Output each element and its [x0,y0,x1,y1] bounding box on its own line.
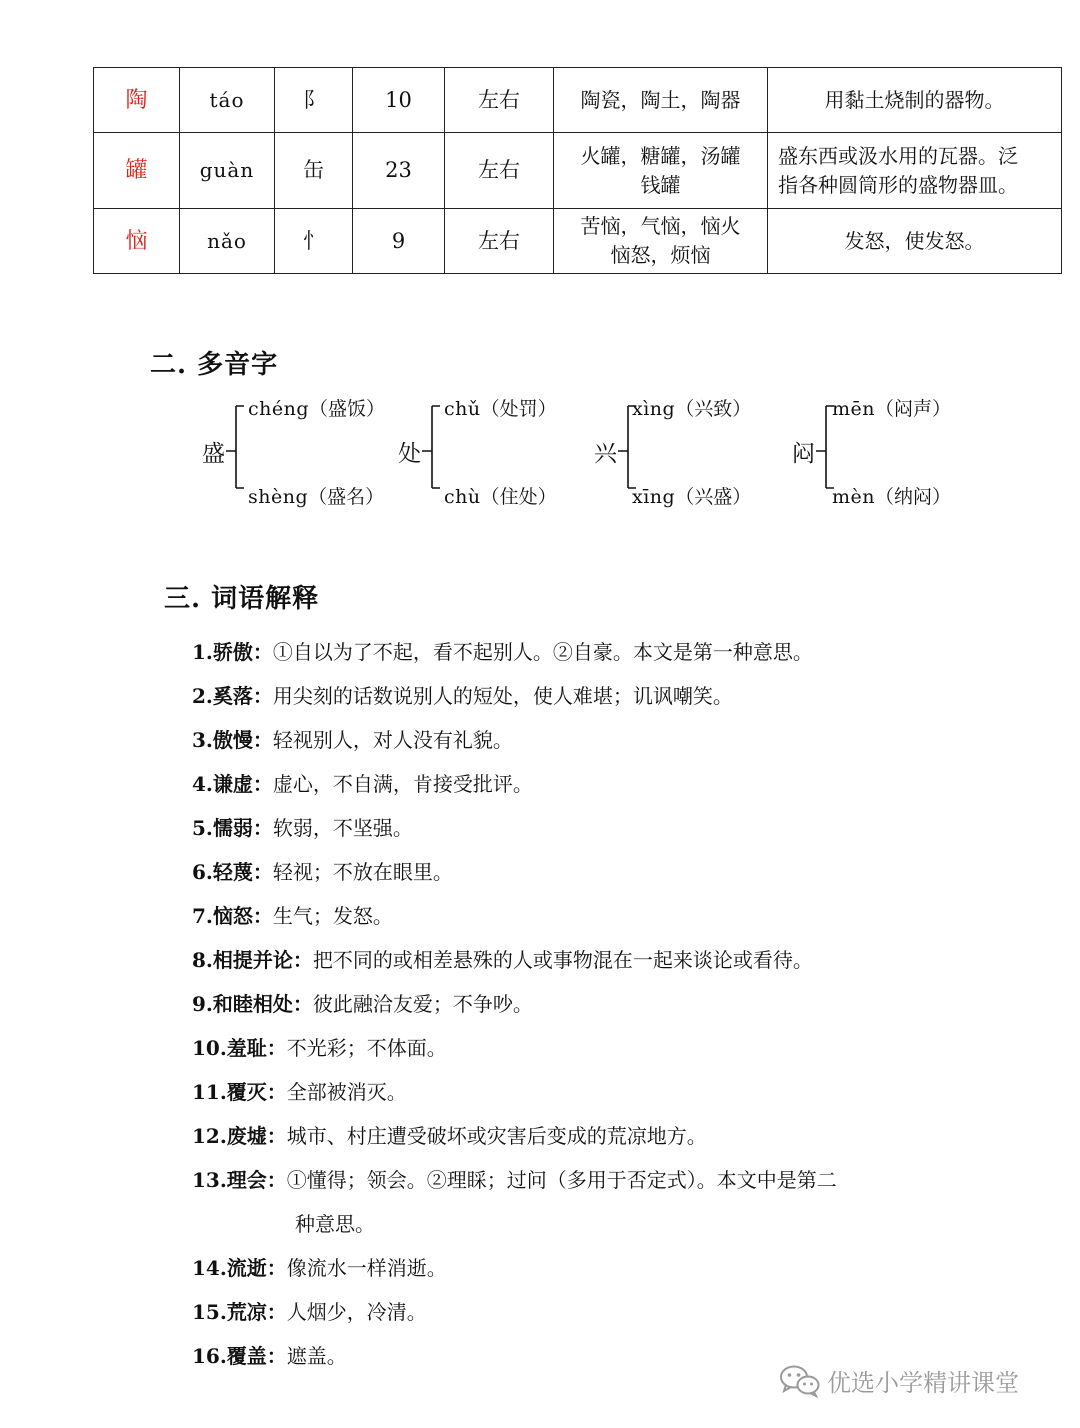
list-item [192,762,952,806]
polyphonic-item [398,392,598,512]
watermark [779,1363,1019,1398]
pinyin: chù [444,486,481,508]
words-line: 苦恼，气恼，恼火 [580,214,741,238]
term-number: 6. [192,860,213,884]
term: 羞耻： [226,1036,287,1060]
term-number: 10. [192,1036,227,1060]
term-number: 8. [192,948,213,972]
list-item [192,894,952,938]
term-number: 14. [192,1256,227,1280]
reading-top [632,394,751,421]
list-item [192,1026,952,1070]
list-item [192,1114,952,1158]
term: 和睦相处： [212,992,313,1016]
definition: 像流水一样消逝。 [286,1256,447,1280]
definition: 全部被消灭。 [286,1080,407,1104]
polyphonic-item [594,392,794,512]
example-word: （兴盛） [675,486,752,508]
term: 流逝： [226,1256,287,1280]
example-word: （盛饭） [309,398,386,420]
example-word: （住处） [480,486,557,508]
character-cell: 罐 [94,133,180,209]
definition: 城市、村庄遭受破坏或灾害后变成的荒凉地方。 [286,1124,707,1148]
character-cell: 陶 [94,68,180,133]
definition: 遮盖。 [286,1344,347,1368]
meaning-line: 盛东西或汲水用的瓦器。泛 [778,143,1018,168]
words-cell [554,68,768,133]
term-number: 9. [192,992,213,1016]
pinyin: shèng [248,486,309,508]
term: 懦弱： [212,816,273,840]
reading-top [832,394,951,421]
meaning-cell [768,68,1062,133]
radical-cell: 阝 [275,68,353,133]
pinyin: mèn [832,486,875,508]
list-item [192,806,952,850]
definition: 生气；发怒。 [272,904,393,928]
list-item [192,1290,952,1334]
polyphonic-char: 盛 [202,441,225,467]
words-line: 火罐，糖罐，汤罐 [580,143,741,168]
pinyin-cell: guàn [180,133,275,209]
pinyin-cell: táo [180,68,275,133]
meaning-cell [768,209,1062,274]
polyphonic-item [202,392,402,512]
pinyin: xìng [632,398,676,420]
character-table [93,67,1062,274]
definition: 虚心，不自满，肯接受批评。 [272,772,533,796]
term-number: 4. [192,772,213,796]
vocabulary-list [192,630,952,1378]
term: 奚落： [212,684,273,708]
term-number: 12. [192,1124,227,1148]
definition: 软弱，不坚强。 [272,816,413,840]
radical-cell: 缶 [275,133,353,209]
definition: 轻视别人，对人没有礼貌。 [272,728,513,752]
list-item [192,630,952,674]
pinyin: xīng [632,486,676,508]
term-number: 7. [192,904,213,928]
polyphonic-item [792,392,992,512]
list-item [192,1246,952,1290]
strokes-cell: 23 [353,133,445,209]
example-word: （盛名） [308,486,385,508]
term: 轻蔑： [212,860,273,884]
pinyin-cell: nǎo [180,209,275,274]
words-cell [554,133,768,209]
pinyin: mēn [832,398,875,420]
definition: 轻视；不放在眼里。 [272,860,453,884]
list-item [192,938,952,982]
reading-bottom [444,482,557,509]
term-number: 3. [192,728,213,752]
term: 荒凉： [226,1300,287,1324]
reading-top [444,394,557,421]
words-cell [554,209,768,274]
example-word: （兴致） [675,398,752,420]
definition: 人烟少，冷清。 [286,1300,427,1324]
meaning-line: 指各种圆筒形的盛物器皿。 [778,172,1018,197]
meaning-line: 用黏土烧制的器物。 [824,87,1005,112]
term: 废墟： [226,1124,287,1148]
term-number: 11. [192,1080,227,1104]
list-item [192,1070,952,1114]
reading-bottom [248,482,384,509]
table-row [94,133,1062,209]
structure-cell: 左右 [445,133,554,209]
polyphonic-char: 兴 [594,441,617,467]
pinyin: chéng [248,398,310,420]
definition: ①自以为了不起，看不起别人。②自豪。本文是第一种意思。 [272,640,813,664]
table-row [94,68,1062,133]
polyphonic-char: 处 [398,441,421,467]
term-number: 2. [192,684,213,708]
term-number: 15. [192,1300,227,1324]
list-item [192,982,952,1026]
pinyin: chǔ [444,398,481,420]
definition: 用尖刻的话数说别人的短处，使人难堪；讥讽嘲笑。 [272,684,733,708]
term: 覆盖： [226,1344,287,1368]
wechat-icon [779,1364,821,1398]
term-number: 16. [192,1344,227,1368]
definition: 不光彩；不体面。 [286,1036,447,1060]
term: 骄傲： [212,640,273,664]
list-item [192,718,952,762]
table-row [94,209,1062,274]
section-title-polyphonic: 二. 多音字 [150,350,279,380]
term: 谦虚： [212,772,273,796]
reading-top [248,394,385,421]
example-word: （闷声） [875,398,952,420]
definition: 把不同的或相差悬殊的人或事物混在一起来谈论或看待。 [312,948,813,972]
strokes-cell: 9 [353,209,445,274]
character-cell: 恼 [94,209,180,274]
term: 恼怒： [212,904,273,928]
term: 理会： [226,1168,287,1192]
words-line: 钱罐 [640,172,681,197]
term: 相提并论： [212,948,313,972]
bracket-icon [422,392,442,492]
reading-bottom [832,482,951,509]
structure-cell: 左右 [445,209,554,274]
polyphonic-char: 闷 [792,441,815,467]
example-word: （纳闷） [875,486,952,508]
term: 覆灭： [226,1080,287,1104]
list-item [192,850,952,894]
term-number: 13. [192,1168,227,1192]
list-item [192,1158,952,1246]
definition: 彼此融洽友爱；不争吵。 [312,992,533,1016]
radical-cell: 忄 [275,209,353,274]
definition: ①懂得；领会。②理睬；过问（多用于否定式）。本文中是第二 [286,1168,837,1192]
bracket-icon [226,392,246,492]
list-item [192,674,952,718]
reading-bottom [632,482,751,509]
meaning-line: 发怒，使发怒。 [844,228,985,253]
example-word: （处罚） [480,398,557,420]
term: 傲慢： [212,728,273,752]
words-line: 陶瓷，陶土，陶器 [580,87,741,112]
words-line: 恼怒，烦恼 [610,243,711,267]
structure-cell: 左右 [445,68,554,133]
definition-continued: 种意思。 [295,1212,375,1236]
section-title-vocabulary: 三. 词语解释 [164,584,320,614]
term-number: 1. [192,640,213,664]
watermark-text: 优选小学精讲课堂 [827,1369,1019,1397]
meaning-cell [768,133,1062,209]
strokes-cell: 10 [353,68,445,133]
term-number: 5. [192,816,213,840]
